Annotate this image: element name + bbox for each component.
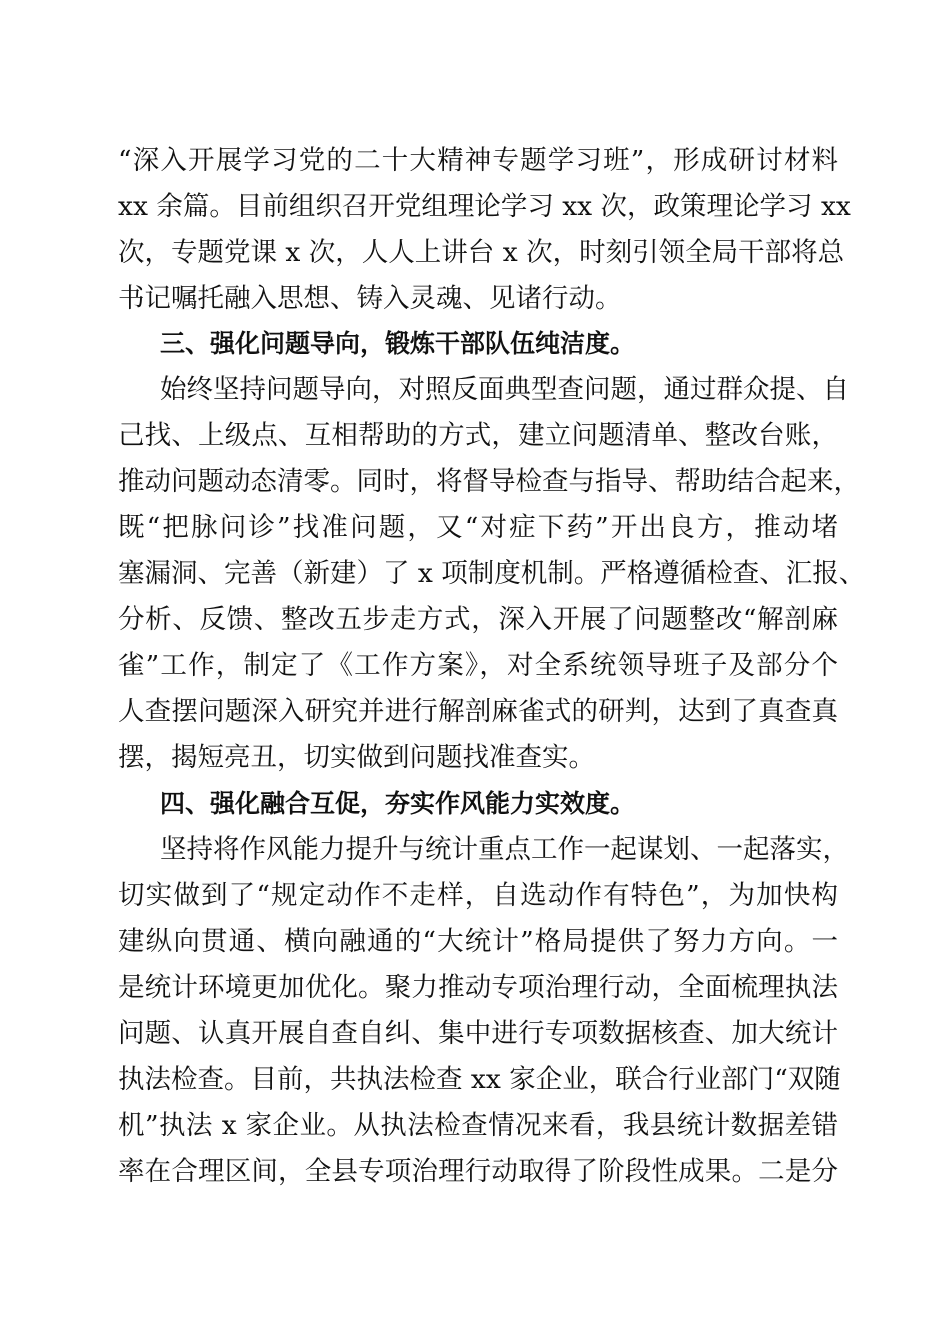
- text-line: “深入开展学习党的二十大精神专题学习班”，形成研讨材料: [118, 145, 838, 176]
- text-line: 机”执法 x 家企业。从执法检查情况来看，我县统计数据差错: [118, 1110, 838, 1141]
- section-heading-4: 四、强化融合互促，夯实作风能力实效度。: [160, 789, 636, 818]
- text-line: 建纵向贯通、横向融通的“大统计”格局提供了努力方向。一: [118, 926, 838, 957]
- text-line: 率在合理区间，全县专项治理行动取得了阶段性成果。二是分: [118, 1156, 838, 1187]
- text-line: 执法检查。目前，共执法检查 xx 家企业，联合行业部门“双随: [118, 1064, 841, 1095]
- text-line: 问题、认真开展自查自纠、集中进行专项数据核查、加大统计: [118, 1018, 838, 1049]
- text-line: 次，专题党课 x 次，人人上讲台 x 次，时刻引领全局干部将总: [118, 237, 845, 268]
- text-line: 坚持将作风能力提升与统计重点工作一起谋划、一起落实，: [160, 834, 849, 865]
- text-line: 摆，揭短亮丑，切实做到问题找准查实。: [118, 742, 595, 773]
- text-line: 雀”工作，制定了《工作方案》，对全系统领导班子及部分个: [118, 650, 838, 681]
- section-heading-3: 三、强化问题导向，锻炼干部队伍纯洁度。: [160, 329, 636, 358]
- text-line: 推动问题动态清零。同时，将督导检查与指导、帮助结合起来，: [118, 466, 860, 497]
- text-line: 是统计环境更加优化。聚力推动专项治理行动，全面梳理执法: [118, 972, 838, 1003]
- text-line: 分析、反馈、整改五步走方式，深入开展了问题整改“解剖麻: [118, 604, 838, 635]
- text-line: 切实做到了“规定动作不走样，自选动作有特色”，为加快构: [118, 880, 838, 911]
- text-line: 人查摆问题深入研究并进行解剖麻雀式的研判，达到了真查真: [118, 696, 838, 727]
- text-line: 塞漏洞、完善（新建）了 x 项制度机制。严格遵循检查、汇报、: [118, 558, 866, 589]
- text-line: 书记嘱托融入思想、铸入灵魂、见诸行动。: [118, 283, 622, 314]
- text-line: xx 余篇。目前组织召开党组理论学习 xx 次，政策理论学习 xx: [118, 191, 851, 222]
- text-line: 既“把脉问诊”找准问题，又“对症下药”开出良方，推动堵: [118, 512, 838, 543]
- text-line: 己找、上级点、互相帮助的方式，建立问题清单、整改台账，: [118, 420, 838, 451]
- text-line: 始终坚持问题导向，对照反面典型查问题，通过群众提、自: [160, 374, 849, 405]
